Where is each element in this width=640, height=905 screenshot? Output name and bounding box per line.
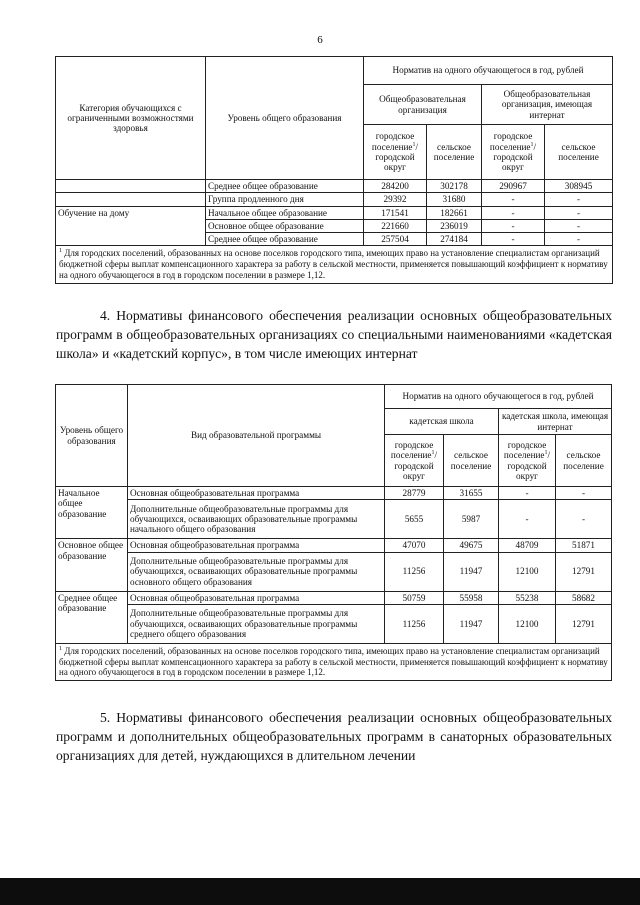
row-value: - (545, 219, 613, 232)
row-value: 302178 (427, 180, 482, 193)
row-category (56, 180, 206, 193)
header-level: Уровень общего образования (206, 57, 364, 180)
row-value: - (499, 500, 556, 539)
header-org-boarding: Общеобразовательная организация, имеющая интернат (482, 85, 613, 125)
row-value: - (482, 193, 545, 206)
row-level: Основное общее образование (56, 539, 128, 591)
header-cadet-boarding: кадетская школа, имеющая интернат (499, 409, 612, 435)
row-value: 11947 (444, 604, 499, 643)
row-value: - (545, 206, 613, 219)
row-value: 12100 (499, 604, 556, 643)
table-row (56, 193, 613, 206)
row-value: 58682 (556, 591, 612, 604)
row-value: 12791 (556, 552, 612, 591)
row-value: 308945 (545, 180, 613, 193)
row-value: 236019 (427, 219, 482, 232)
header-norm: Норматив на одного обучающегося в год, рублей (364, 57, 613, 85)
row-level: Основное общее образование (206, 219, 364, 232)
row-value: 171541 (364, 206, 427, 219)
row-value: 11256 (385, 552, 444, 591)
table-footnote: $^1$ Для городских поселений, образованных на основе поселков городского типа, имеющих право на установление специалистам организаций бюджетной сферы выплат компенсационного характера за работу в сельской местности, применяется повышающий коэффициент к нормативу на одного обучающегося в год в городском поселении в размере 1,12. (56, 246, 613, 283)
row-value: - (482, 206, 545, 219)
row-value: 55238 (499, 591, 556, 604)
norms-table-health-limitations (55, 56, 613, 284)
row-program: Дополнительные общеобразовательные программы для обучающихся, осваивающих образовательные программы основного общего образования (128, 552, 385, 591)
row-value: 12791 (556, 604, 612, 643)
scan-edge-bar (0, 878, 640, 905)
table-row (56, 487, 612, 500)
row-value: 31655 (444, 487, 499, 500)
row-program: Дополнительные общеобразовательные программы для обучающихся, осваивающих образовательные программы начального общего образования (128, 500, 385, 539)
header-org-general: Общеобразовательная организация (364, 85, 482, 125)
row-level: Среднее общее образование (206, 233, 364, 246)
table-row (56, 591, 612, 604)
row-value: 182661 (427, 206, 482, 219)
table-footnote: $^1$ Для городских поселений, образованных на основе поселков городского типа, имеющих право на установление специалистам организаций бюджетной сферы выплат компенсационного характера за работу в сельской местности, применяется повышающий коэффициент к нормативу на одного обучающегося в год в городском поселении в размере 1,12. (56, 643, 612, 680)
header-rural-2: сельское поселение (545, 125, 613, 180)
table-row (56, 206, 613, 219)
row-value: 31680 (427, 193, 482, 206)
row-value: 29392 (364, 193, 427, 206)
row-value: 11256 (385, 604, 444, 643)
row-value: 50759 (385, 591, 444, 604)
row-value: 47070 (385, 539, 444, 552)
section-heading-5: 5. Нормативы финансового обеспечения реализации основных общеобразовательных программ и дополнительных общеобразовательных программ в санаторных образовательных организациях для детей, нуждающихся в длительном лечении (56, 710, 612, 763)
row-value: 257504 (364, 233, 427, 246)
header-urban-1: городское поселение$^1$/ городской округ (385, 435, 444, 487)
row-value: 28779 (385, 487, 444, 500)
row-value: 5655 (385, 500, 444, 539)
row-level: Начальное общее образование (206, 206, 364, 219)
header-rural-1: сельское поселение (427, 125, 482, 180)
header-urban-1: городское поселение$^1$/ городской округ (364, 125, 427, 180)
row-value: - (482, 233, 545, 246)
row-value: 55958 (444, 591, 499, 604)
header-program: Вид образовательной программы (128, 385, 385, 487)
row-value: - (499, 487, 556, 500)
row-value: 284200 (364, 180, 427, 193)
row-value: 5987 (444, 500, 499, 539)
row-value: 12100 (499, 552, 556, 591)
row-level: Начальное общее образование (56, 487, 128, 539)
row-program: Основная общеобразовательная программа (128, 487, 385, 500)
table-row (56, 539, 612, 552)
row-value: 274184 (427, 233, 482, 246)
row-level: Группа продленного дня (206, 193, 364, 206)
row-value: - (556, 487, 612, 500)
table-row (56, 500, 612, 539)
header-category: Категория обучающихся с ограниченными возможностями здоровья (56, 57, 206, 180)
header-norm: Норматив на одного обучающегося в год, рублей (385, 385, 612, 409)
row-value: - (545, 193, 613, 206)
row-value: 11947 (444, 552, 499, 591)
header-urban-2: городское поселение$^1$/ городской округ (499, 435, 556, 487)
row-category: Обучение на дому (56, 206, 206, 246)
table-row (56, 180, 613, 193)
table-row (56, 604, 612, 643)
row-program: Дополнительные общеобразовательные программы для обучающихся, осваивающих образовательные программы среднего общего образования (128, 604, 385, 643)
page-number: 6 (317, 34, 323, 46)
row-value: - (545, 233, 613, 246)
row-value: 51871 (556, 539, 612, 552)
section-heading-4: 4. Нормативы финансового обеспечения реализации основных общеобразовательных программ в общеобразовательных организациях со специальными наименованиями «кадетская школа» и «кадетский корпус», в том числе имеющих интернат (56, 308, 612, 361)
header-rural-2: сельское поселение (556, 435, 612, 487)
row-value: 290967 (482, 180, 545, 193)
table-row (56, 552, 612, 591)
row-category (56, 193, 206, 206)
norms-table-cadet (55, 384, 612, 681)
row-level: Среднее общее образование (56, 591, 128, 643)
row-program: Основная общеобразовательная программа (128, 591, 385, 604)
header-rural-1: сельское поселение (444, 435, 499, 487)
row-value: 48709 (499, 539, 556, 552)
row-level: Среднее общее образование (206, 180, 364, 193)
header-urban-2: городское поселение$^1$/ городской округ (482, 125, 545, 180)
row-value: - (556, 500, 612, 539)
header-level: Уровень общего образования (56, 385, 128, 487)
header-cadet: кадетская школа (385, 409, 499, 435)
row-program: Основная общеобразовательная программа (128, 539, 385, 552)
row-value: - (482, 219, 545, 232)
row-value: 221660 (364, 219, 427, 232)
row-value: 49675 (444, 539, 499, 552)
